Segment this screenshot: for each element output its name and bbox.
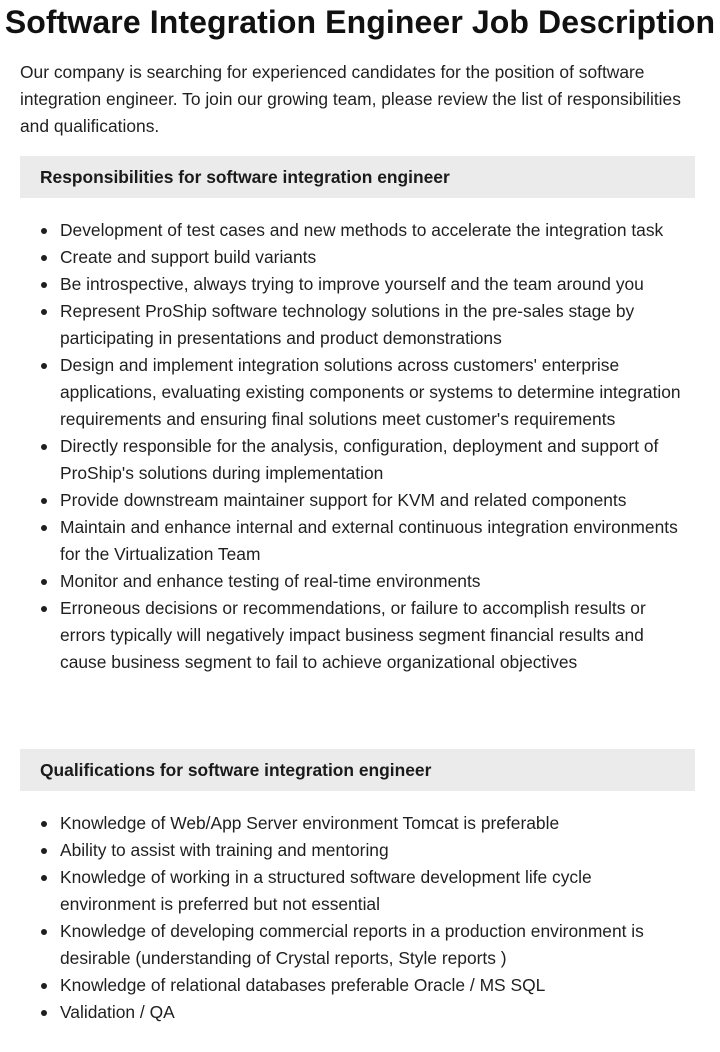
list-item-text: Provide downstream maintainer support for KVM and related components: [60, 490, 627, 510]
list-item: [60, 244, 690, 271]
bullet-icon: [41, 821, 47, 827]
bullet-icon: [41, 848, 47, 854]
bullet-icon: [41, 525, 47, 531]
list-item: [60, 217, 690, 244]
bullet-icon: [41, 282, 47, 288]
list-item-text: Ability to assist with training and mentoring: [60, 840, 389, 860]
list-item: [60, 999, 690, 1026]
responsibilities-heading: Responsibilities for software integration engineer: [20, 156, 695, 198]
list-item-text: Directly responsible for the analysis, configuration, deployment and support of ProShip's solutions during implementation: [60, 436, 659, 483]
qualifications-heading: Qualifications for software integration engineer: [20, 749, 695, 791]
list-item: [60, 433, 690, 487]
list-item-text: Monitor and enhance testing of real-time environments: [60, 571, 481, 591]
list-item: [60, 298, 690, 352]
list-item: [60, 972, 690, 999]
list-item: [60, 487, 690, 514]
bullet-icon: [41, 1010, 47, 1016]
responsibilities-list: [20, 217, 690, 676]
list-item-text: Maintain and enhance internal and external continuous integration environments for the Virtualization Team: [60, 517, 678, 564]
list-item-text: Development of test cases and new methods to accelerate the integration task: [60, 220, 664, 240]
bullet-icon: [41, 444, 47, 450]
list-item: [60, 271, 690, 298]
list-item: [60, 810, 690, 837]
bullet-icon: [41, 983, 47, 989]
bullet-icon: [41, 309, 47, 315]
list-item: [60, 918, 690, 972]
qualifications-list: [20, 810, 690, 1026]
list-item: [60, 514, 690, 568]
list-item-text: Validation / QA: [60, 1002, 175, 1022]
bullet-icon: [41, 929, 47, 935]
list-item-text: Be introspective, always trying to improve yourself and the team around you: [60, 274, 644, 294]
list-item-text: Knowledge of Web/App Server environment Tomcat is preferable: [60, 813, 560, 833]
list-item: [60, 352, 690, 433]
bullet-icon: [41, 255, 47, 261]
bullet-icon: [41, 606, 47, 612]
list-item: [60, 568, 690, 595]
page-title: Software Integration Engineer Job Description: [4, 4, 716, 40]
list-item: [60, 595, 690, 676]
list-item: [60, 837, 690, 864]
list-item-text: Erroneous decisions or recommendations, or failure to accomplish results or errors typically will negatively impact business segment financial results and cause business segment to fail to achieve organizational objectives: [60, 598, 646, 672]
bullet-icon: [41, 498, 47, 504]
list-item-text: Knowledge of working in a structured software development life cycle environment is preferred but not essential: [60, 867, 592, 914]
list-item-text: Design and implement integration solutions across customers' enterprise applications, evaluating existing components or systems to determine integration requirements and ensuring final solutions meet customer's requirements: [60, 355, 681, 429]
bullet-icon: [41, 363, 47, 369]
list-item-text: Represent ProShip software technology solutions in the pre-sales stage by participating in presentations and product demonstrations: [60, 301, 635, 348]
bullet-icon: [41, 875, 47, 881]
bullet-icon: [41, 228, 47, 234]
list-item-text: Knowledge of relational databases preferable Oracle / MS SQL: [60, 975, 546, 995]
list-item-text: Knowledge of developing commercial reports in a production environment is desirable (understanding of Crystal reports, Style reports ): [60, 921, 644, 968]
list-item-text: Create and support build variants: [60, 247, 317, 267]
intro-paragraph: Our company is searching for experienced candidates for the position of software integration engineer. To join our growing team, please review the list of responsibilities and qualifications.: [20, 62, 681, 136]
list-item: [60, 864, 690, 918]
bullet-icon: [41, 579, 47, 585]
